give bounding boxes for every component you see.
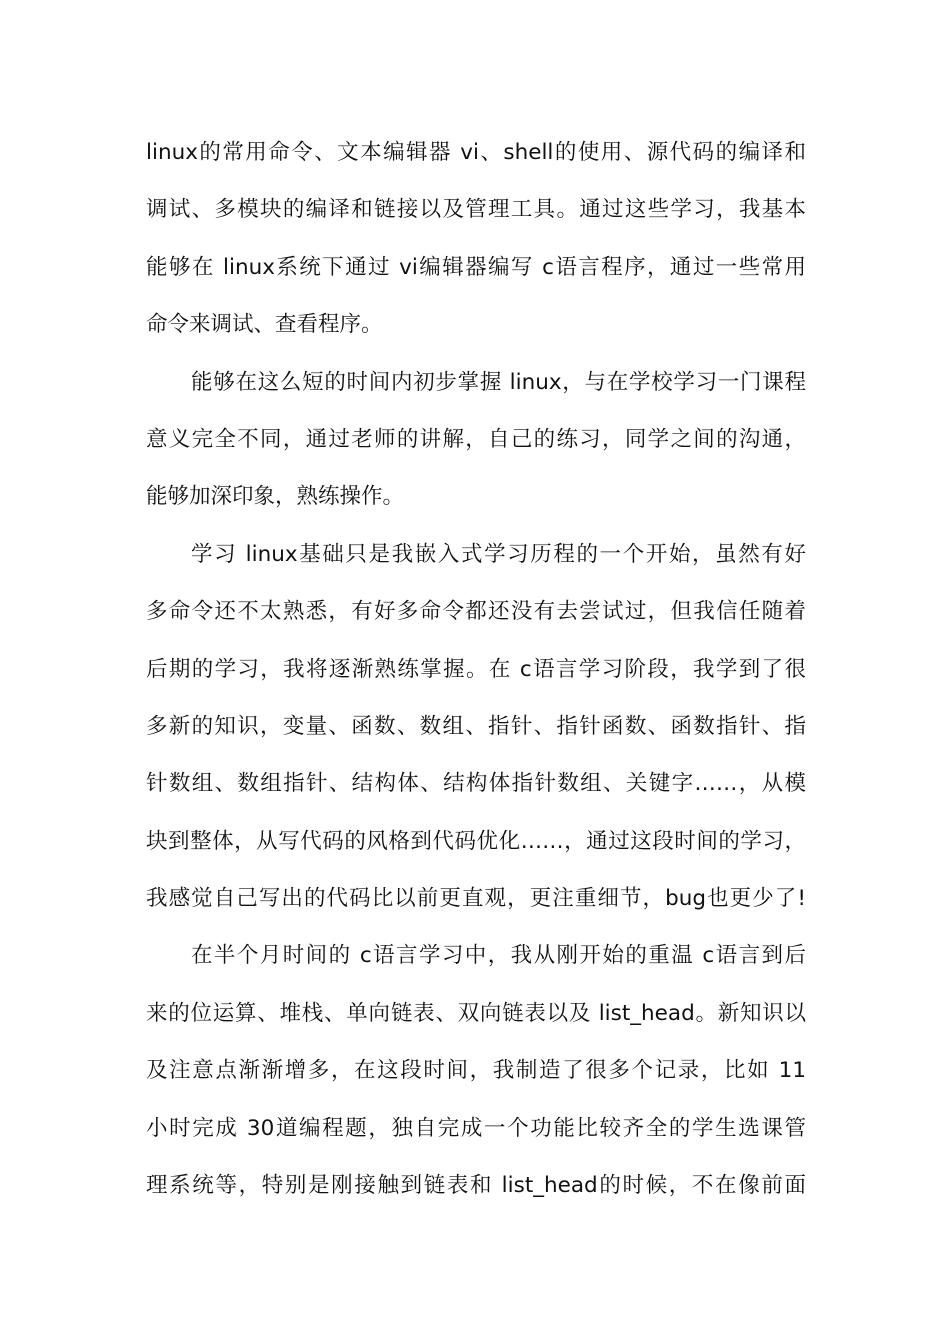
text-line-17: 及注意点渐渐增多，在这段时间，我制造了很多个记录，比如 11 xyxy=(146,1058,806,1084)
text-line-16: 来的位运算、堆栈、单向链表、双向链表以及 list_head。新知识以 xyxy=(146,1000,806,1026)
text-line-2: 调试、多模块的编译和链接以及管理工具。通过这些学习，我基本 xyxy=(146,197,806,223)
text-line-3: 能够在 linux系统下通过 vi编辑器编写 c语言程序，通过一些常用 xyxy=(146,254,806,280)
text-line-19: 理系统等，特别是刚接触到链表和 list_head的时候，不在像前面 xyxy=(146,1173,806,1199)
text-line-15: 在半个月时间的 c语言学习中，我从刚开始的重温 c语言到后 xyxy=(191,943,806,969)
text-line-4: 命令来调试、查看程序。 xyxy=(146,312,383,338)
document-body xyxy=(146,124,806,1214)
text-line-11: 多新的知识，变量、函数、数组、指针、指针函数、函数指针、指 xyxy=(146,713,806,739)
text-line-10: 后期的学习，我将逐渐熟练掌握。在 c语言学习阶段，我学到了很 xyxy=(146,656,806,682)
text-line-14: 我感觉自己写出的代码比以前更直观，更注重细节，bug也更少了! xyxy=(146,886,806,912)
text-line-12: 针数组、数组指针、结构体、结构体指针数组、关键字……，从模 xyxy=(146,771,806,797)
text-line-9: 多命令还不太熟悉，有好多命令都还没有去尝试过，但我信任随着 xyxy=(146,599,806,625)
text-line-8: 学习 linux基础只是我嵌入式学习历程的一个开始，虽然有好 xyxy=(191,541,806,567)
text-line-1: linux的常用命令、文本编辑器 vi、shell的使用、源代码的编译和 xyxy=(146,140,806,165)
text-line-6: 意义完全不同，通过老师的讲解，自己的练习，同学之间的沟通， xyxy=(146,426,806,452)
text-line-7: 能够加深印象，熟练操作。 xyxy=(146,484,405,510)
text-line-5: 能够在这么短的时间内初步掌握 linux，与在学校学习一门课程 xyxy=(191,369,806,395)
text-line-18: 小时完成 30道编程题，独自完成一个功能比较齐全的学生选课管 xyxy=(146,1115,806,1141)
text-line-13: 块到整体，从写代码的风格到代码优化……，通过这段时间的学习， xyxy=(146,828,806,854)
